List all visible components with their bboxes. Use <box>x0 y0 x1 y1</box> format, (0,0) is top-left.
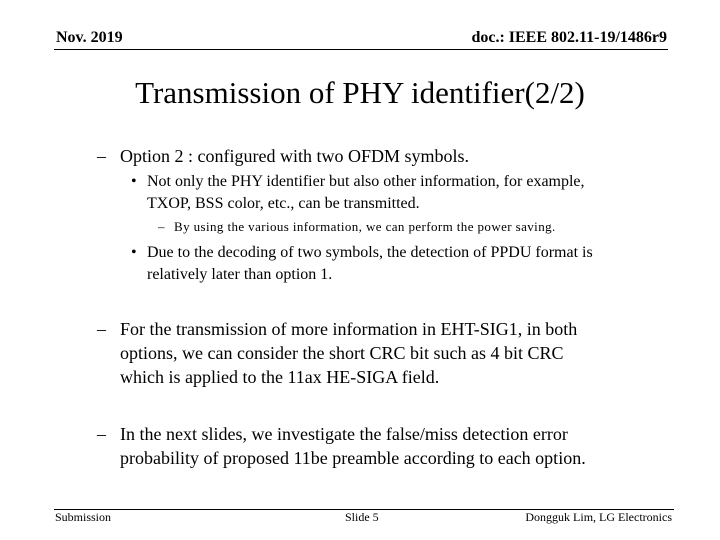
footer-slide-number: Slide 5 <box>345 510 379 524</box>
bullet-marker: – <box>97 146 106 166</box>
footer-submission: Submission <box>55 510 112 524</box>
header-date: Nov. 2019 <box>56 29 123 46</box>
crc-text <box>120 317 577 389</box>
slide-title: Transmission of PHY identifier(2/2) <box>135 75 585 110</box>
header-rule <box>54 49 668 50</box>
bullet-marker: – <box>158 219 165 234</box>
text-line: Not only the PHY identifier but also other information, for example, <box>147 173 585 190</box>
next-text <box>120 422 586 470</box>
header-doc-id: doc.: IEEE 802.11-19/1486r9 <box>471 29 667 46</box>
text-line: Due to the decoding of two symbols, the detection of PPDU format is <box>147 244 593 261</box>
bullet-marker: – <box>97 319 106 339</box>
bullet-marker: • <box>131 173 137 190</box>
option2-text: Option 2 : configured with two OFDM symbols. <box>120 146 469 166</box>
footer-author: Dongguk Lim, LG Electronics <box>525 510 672 524</box>
text-line: options, we can consider the short CRC bit such as 4 bit CRC <box>120 343 564 363</box>
text-line: TXOP, BSS color, etc., can be transmitted. <box>147 195 420 212</box>
sub-bullet-text <box>147 171 585 215</box>
sub-bullet-text <box>147 242 593 286</box>
text-line: which is applied to the 11ax HE-SIGA field. <box>120 367 440 387</box>
text-line: In the next slides, we investigate the false/miss detection error <box>120 424 568 444</box>
sub-sub-bullet-text: By using the various information, we can perform the power saving. <box>174 219 556 234</box>
text-line: relatively later than option 1. <box>147 266 333 283</box>
bullet-marker: – <box>97 424 106 444</box>
text-line: probability of proposed 11be preamble according to each option. <box>120 448 586 468</box>
bullet-marker: • <box>131 244 137 261</box>
text-line: For the transmission of more information in EHT-SIG1, in both <box>120 319 578 339</box>
